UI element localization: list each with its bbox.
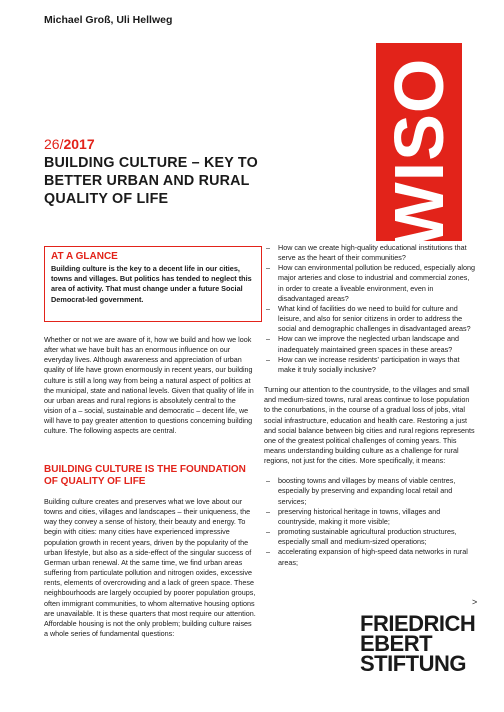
issue-num: 26/ [44, 136, 64, 152]
page-title: BUILDING CULTURE – KEY TO BETTER URBAN AND RURAL QUALITY OF LIFE [44, 155, 258, 207]
issue-year: 2017 [63, 136, 95, 152]
list-item: – How can environmental pollution be reduced, especially along major arteries and close to industrial and commercial zones, in order to create a liveable environment, even in disadvantaged areas? [264, 263, 476, 304]
fes-logo-line: STIFTUNG [360, 651, 466, 676]
direkt-logo-text: DIREKT [463, 118, 473, 170]
wiso-logo-text: WISO [380, 57, 458, 249]
list-item: – How can we improve the neglected urban landscape and inadequately maintained green spaces in these areas? [264, 334, 476, 354]
at-a-glance-box [44, 246, 262, 322]
list-item: – How can we create high-quality educational institutions that serve as the heart of their communities? [264, 243, 476, 263]
section-body [44, 497, 256, 639]
right-column [264, 243, 476, 568]
glance-text: Building culture is the key to a decent life in our cities, towns and villages. But politics has tended to neglect this area of activity. That must change under a future Social Democrat-led government. [51, 264, 252, 304]
questions-list [264, 243, 476, 375]
list-item: – preserving historical heritage in towns, villages and countryside, making it more visible; [264, 507, 476, 527]
issue-number [44, 136, 95, 152]
list-item: – boosting towns and villages by means of viable centres, especially by preserving and expanding local retail and services; [264, 476, 476, 506]
wiso-logo [376, 43, 473, 249]
rural-paragraph: Turning our attention to the countryside, to the villages and small and medium-sized towns, rural areas continue to lose population to the conurbations, in the course of a gradual loss of jobs, vital social infrastructure, education and health care. Restoring a just and social balance between big cities and rural regions represents one of the greatest political challenges of coming years. This means understanding building culture as a challenge for rural regions, not just for the cities. More specifically, it means: [264, 385, 475, 466]
fes-logo-line: EBERT [360, 631, 433, 656]
section-heading: BUILDING CULTURE IS THE FOUNDATION OF QUALITY OF LIFE [44, 464, 246, 487]
authors: Michael Groß, Uli Hellweg [44, 14, 173, 26]
intro-paragraph [44, 335, 256, 437]
list-item: – How can we increase residents' participation in ways that make it truly socially inclusive? [264, 355, 476, 375]
intro-text: Whether or not we are aware of it, how we build and how we look after what we have built has an enormous influence on our everyday lives. Although awareness and appreciation of urban quality of life have grown enormously in recent years, our building culture is still a long way from being a natural aspect of politics at the municipal, state and national levels. Given that quality of life in our urban areas and rural regions is absolutely central to the vision of a – social, sustainable and democratic – decent life, we will have to pay greater attention to questions concerning building culture. The following aspects are central. [44, 335, 254, 436]
fes-logo-line: FRIEDRICH [360, 611, 476, 636]
next-page-arrow[interactable]: > [472, 597, 478, 607]
measures-list [264, 476, 476, 567]
list-item: – accelerating expansion of high-speed data networks in rural areas; [264, 547, 476, 567]
glance-heading: AT A GLANCE [51, 251, 118, 262]
list-item: – What kind of facilities do we need to build for culture and leisure, and also for senior citizens in order to address the social and demographic challenges in disadvantaged areas? [264, 304, 476, 334]
list-item: – promoting sustainable agricultural production structures, especially small and medium-sized operations; [264, 527, 476, 547]
section-text: Building culture creates and preserves what we love about our towns and cities, villages and landscapes – their uniqueness, the way they convey a sense of history, their beauty and energy. To begin with cities: many cities have experienced impressive population growth in recent years, driven by the popularity of the urban lifestyle, but also as a side-effect of the singular success of German urban renewal. At the same time, we find urban areas suffering from particulate pollution and nitrogen oxides, excessive rents, elements of overcrowding and a lack of green space. These neighbourhoods are largely occupied by poorer population groups, often immigrant communities, to whom alternative housing options are unavailable. It is these quarters that most require our attention. Affordable housing is not the only problem; building culture raises a whole series of fundamental questions: [44, 497, 256, 639]
fes-logo [360, 611, 476, 676]
